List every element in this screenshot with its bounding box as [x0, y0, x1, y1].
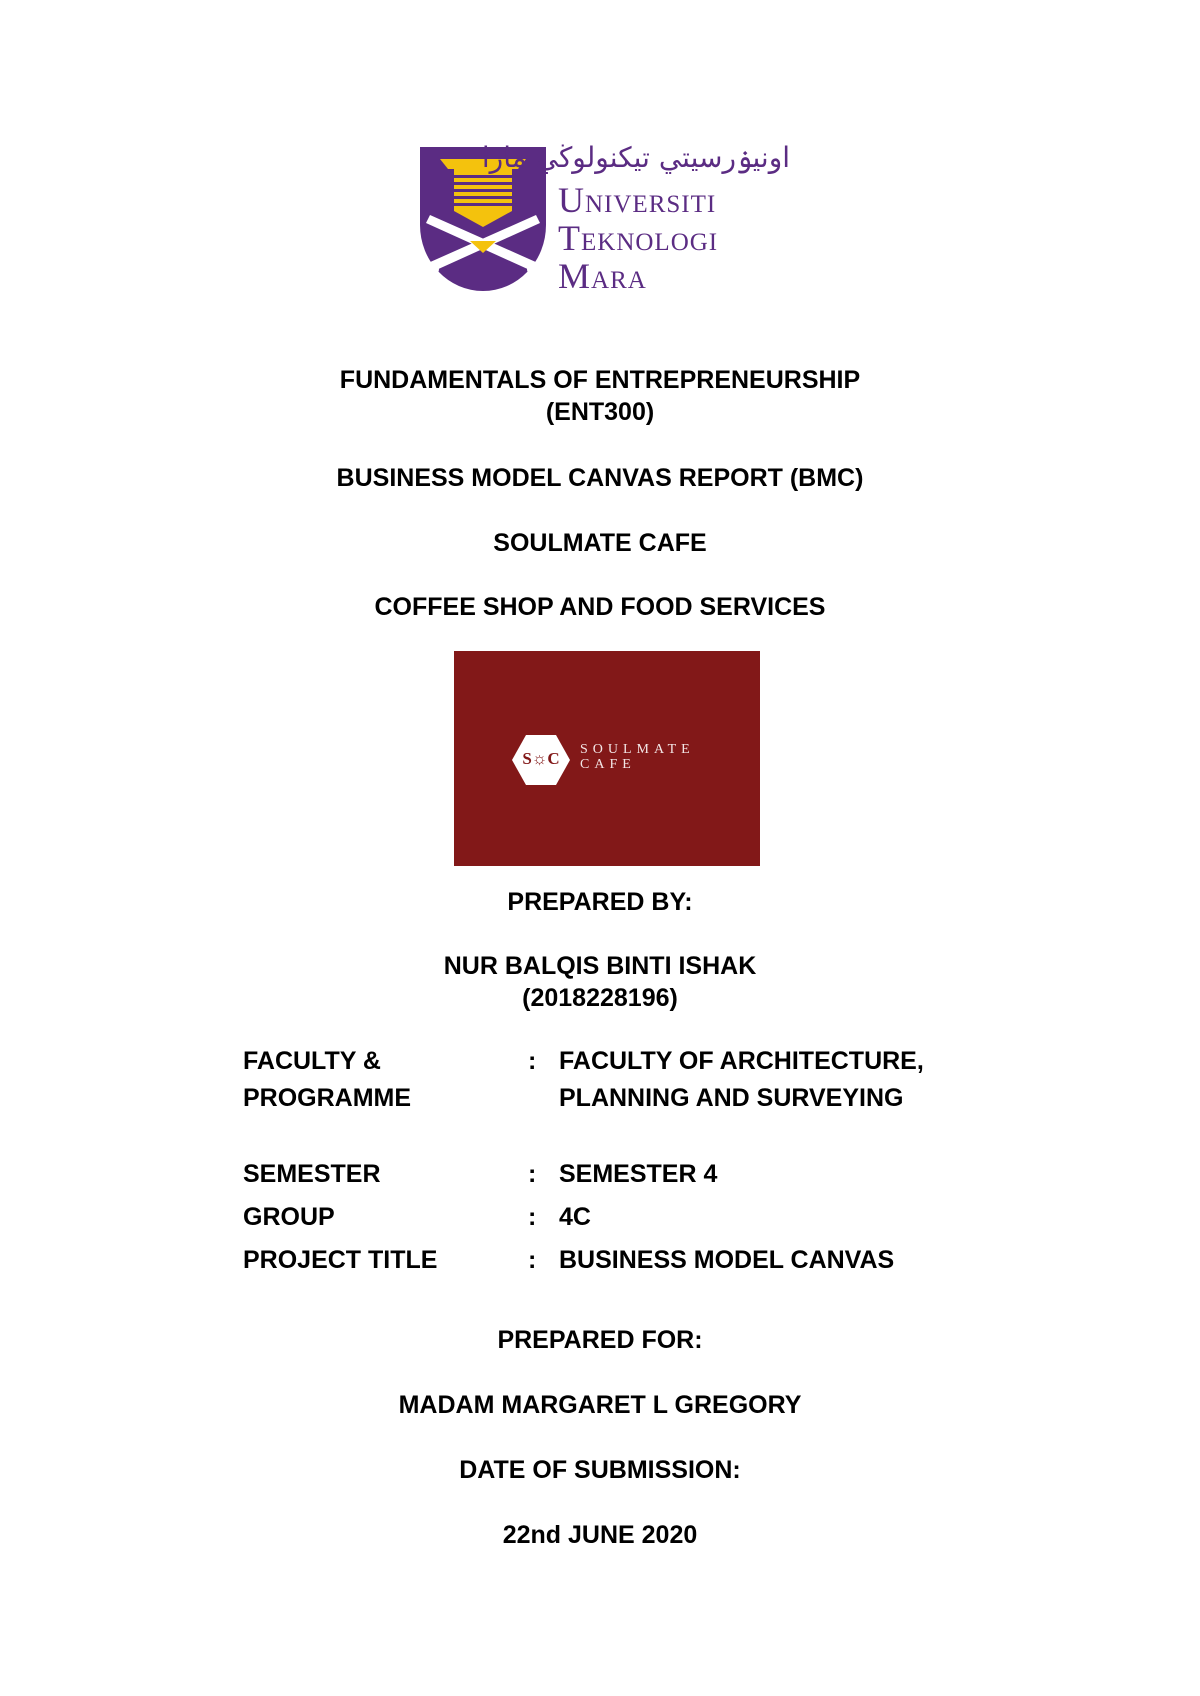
course-code: (ENT300) [545, 398, 655, 426]
semester-colon: : [528, 1160, 537, 1188]
prepared-for-heading: PREPARED FOR: [497, 1326, 703, 1354]
faculty-value-line1: FACULTY OF ARCHITECTURE, [559, 1047, 924, 1075]
group-label: GROUP [243, 1203, 335, 1231]
cafe-logo-word-cafe: CAFE [580, 757, 636, 772]
lecturer-name: MADAM MARGARET L GREGORY [398, 1391, 802, 1419]
business-type: COFFEE SHOP AND FOOD SERVICES [374, 593, 826, 621]
soulmate-cafe-logo [454, 651, 760, 866]
cafe-badge-text: S☼C [522, 749, 560, 768]
semester-value: SEMESTER 4 [559, 1160, 718, 1188]
project-title-colon: : [528, 1246, 537, 1274]
group-value: 4C [559, 1203, 591, 1231]
faculty-label-line1: FACULTY & [243, 1047, 381, 1075]
uitm-name-line2: Teknologi [558, 218, 719, 258]
faculty-label-line2: PROGRAMME [243, 1084, 412, 1112]
submission-date-heading: DATE OF SUBMISSION: [459, 1456, 741, 1484]
semester-label: SEMESTER [243, 1160, 381, 1188]
report-title: BUSINESS MODEL CANVAS REPORT (BMC) [336, 464, 864, 492]
faculty-colon: : [528, 1047, 537, 1075]
project-title-label: PROJECT TITLE [243, 1246, 438, 1274]
project-title-value: BUSINESS MODEL CANVAS [559, 1246, 895, 1274]
student-id: (2018228196) [522, 984, 678, 1012]
course-name: FUNDAMENTALS OF ENTREPRENEURSHIP [339, 366, 861, 394]
student-name: NUR BALQIS BINTI ISHAK [443, 952, 757, 980]
cafe-badge [511, 734, 571, 786]
uitm-name-line1: Universiti [558, 180, 717, 220]
cafe-logo-word-soulmate: SOULMATE [580, 742, 695, 757]
group-colon: : [528, 1203, 537, 1231]
uitm-logo [418, 141, 790, 297]
uitm-name-line3: Mara [558, 256, 647, 296]
prepared-by-heading: PREPARED BY: [507, 888, 693, 916]
business-name: SOULMATE CAFE [493, 529, 707, 557]
uitm-jawi-name: اونيۏرسيتي تيكنولوڬي مارا [481, 141, 790, 174]
faculty-value-line2: PLANNING AND SURVEYING [559, 1084, 904, 1112]
submission-date: 22nd JUNE 2020 [502, 1521, 698, 1549]
